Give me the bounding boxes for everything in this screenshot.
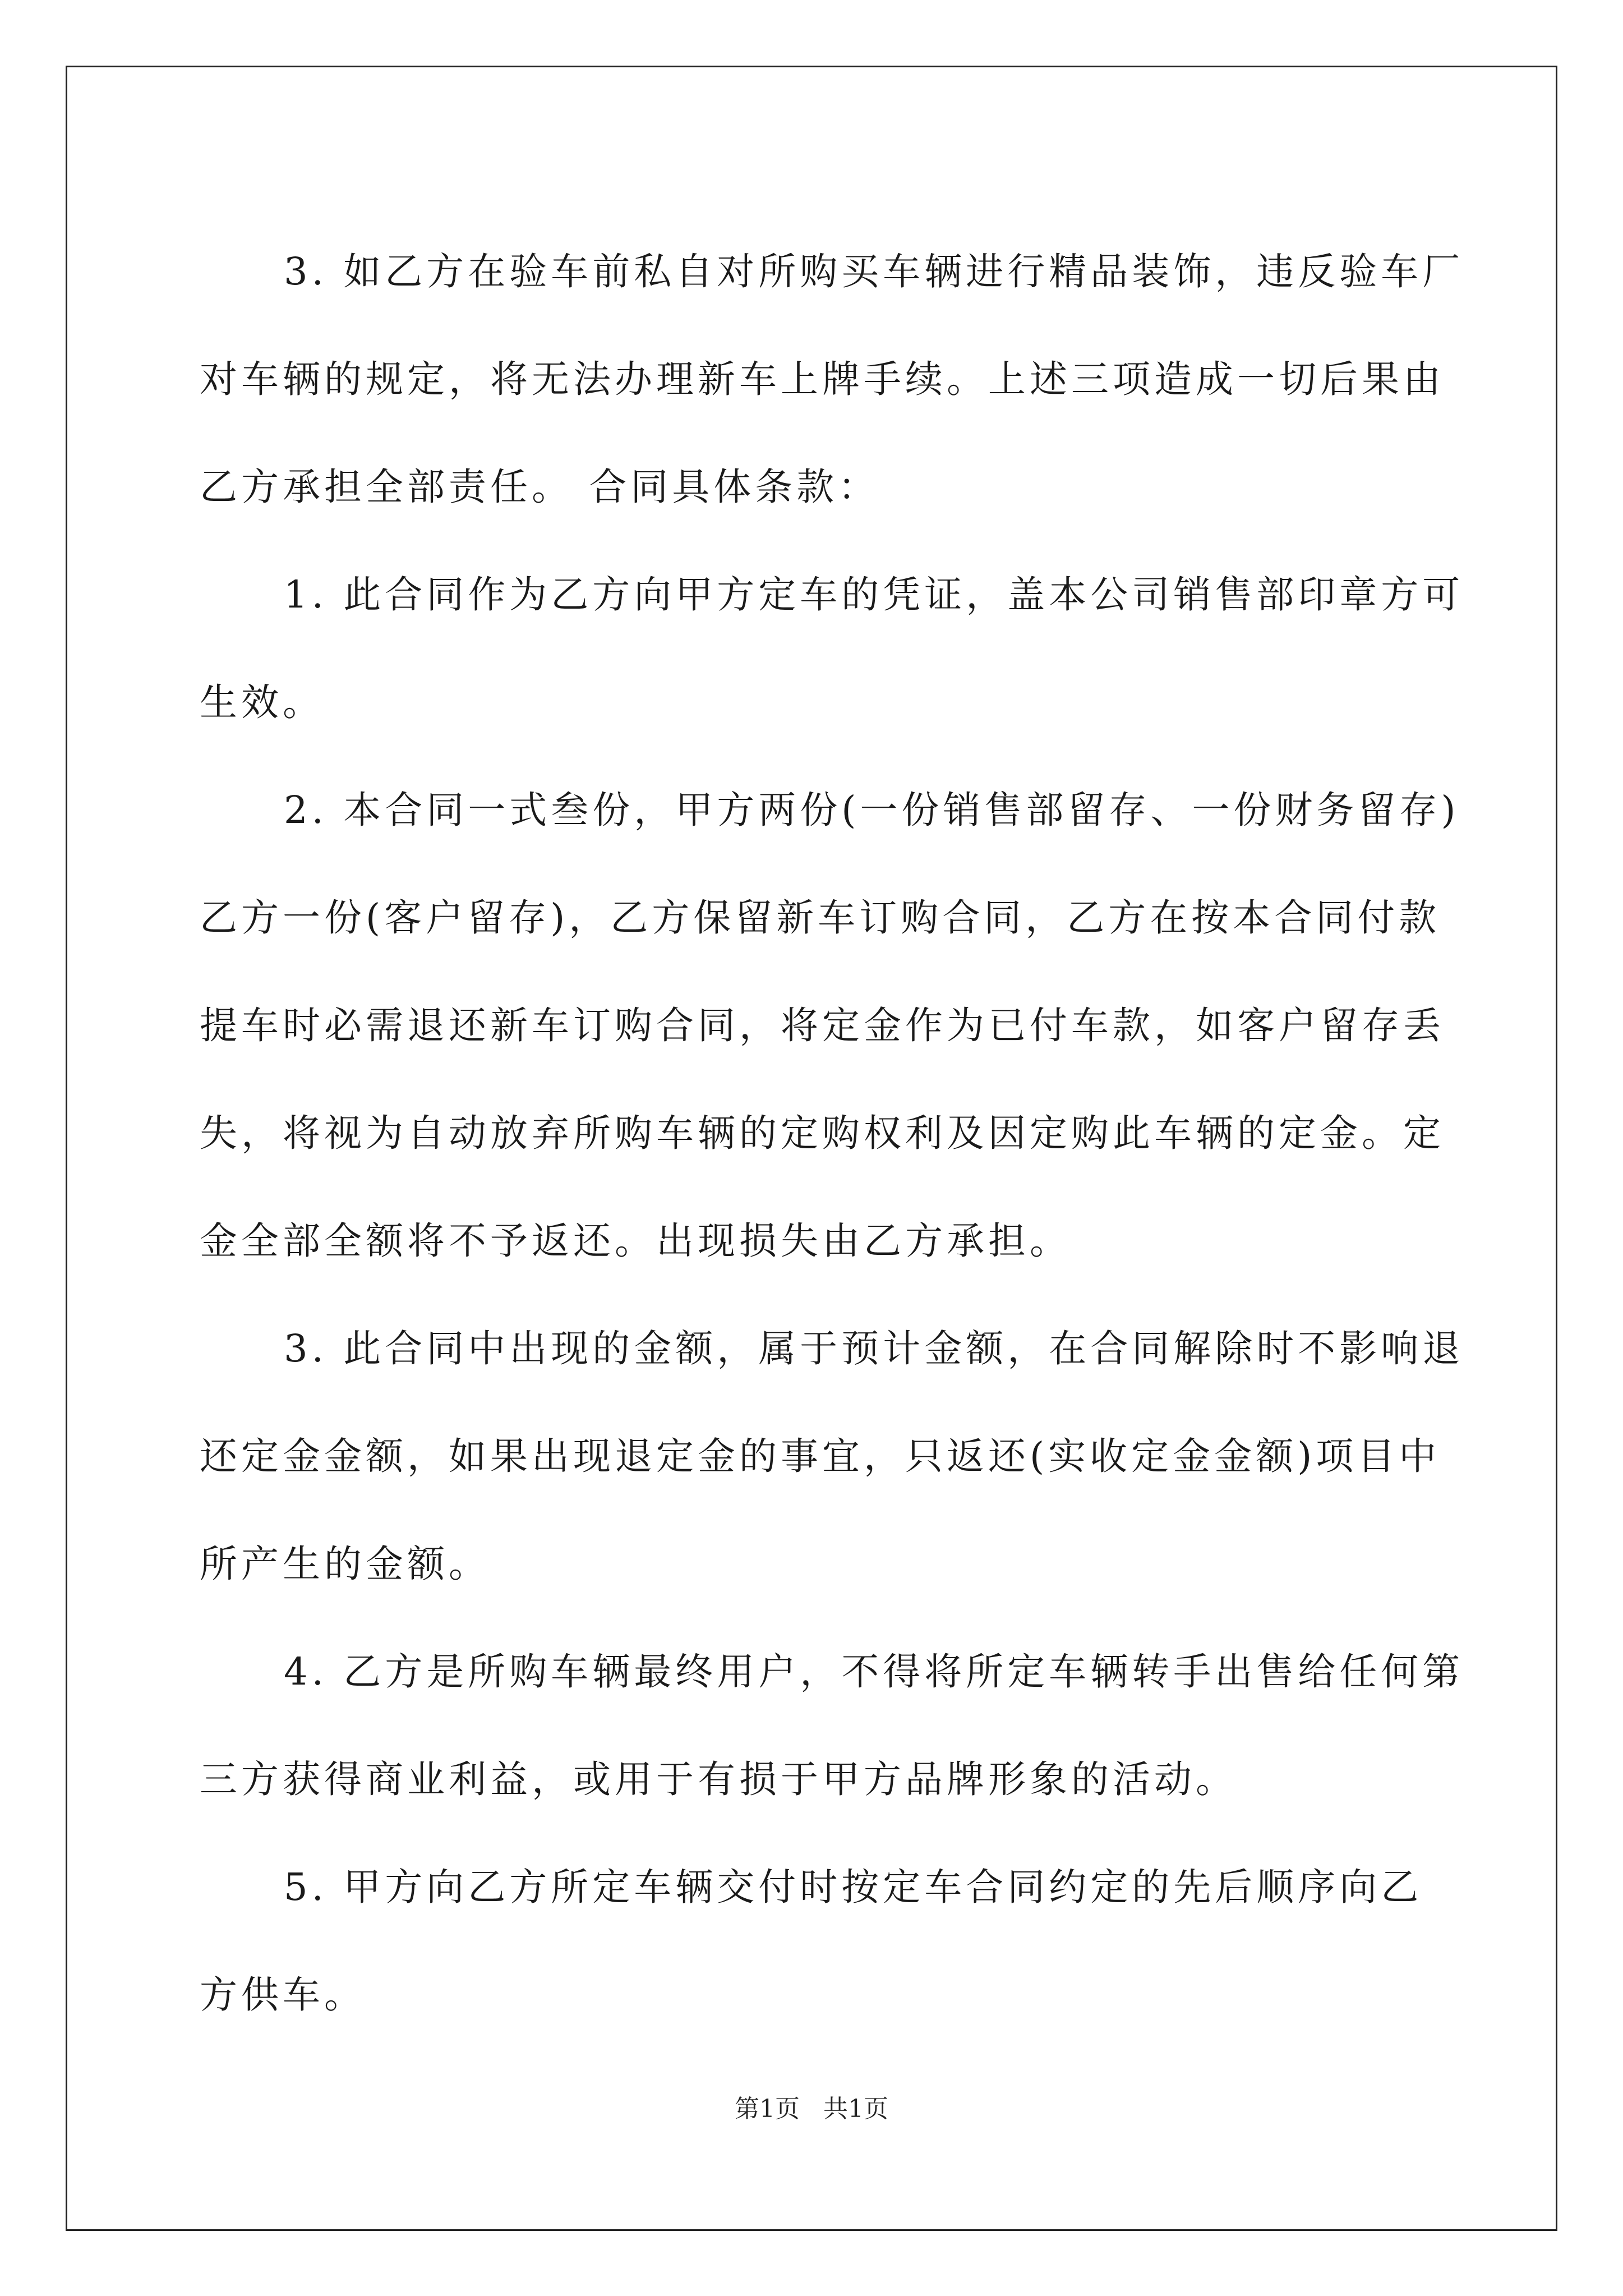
text-line: 1. 此合同作为乙方向甲方定车的凭证，盖本公司销售部印章方可: [284, 573, 1464, 616]
text-line: 方供车。: [200, 1973, 366, 2017]
text-line: 还定金金额，如果出现退定金的事宜，只返还(实收定金金额)项目中: [200, 1434, 1441, 1478]
page-number: 第1页: [735, 2095, 800, 2123]
text-line: 4. 乙方是所购车辆最终用户，不得将所定车辆转手出售给任何第: [284, 1650, 1464, 1694]
paragraph-clause-5: [200, 1833, 1428, 2049]
text-line: 失，将视为自动放弃所购车辆的定购权利及因定购此车辆的定金。定: [200, 1111, 1445, 1155]
paragraph-clause-3-amount: [200, 1295, 1464, 1618]
text-line: 对车辆的规定，将无法办理新车上牌手续。上述三项造成一切后果由: [200, 357, 1445, 401]
text-line: 金全部全额将不予返还。出现损失由乙方承担。: [200, 1219, 1071, 1263]
text-line: 2. 本合同一式叁份，甲方两份(一份销售部留存、一份财务留存): [284, 788, 1460, 832]
text-line: 乙方承担全部责任。 合同具体条款：: [200, 465, 880, 509]
text-line: 乙方一份(客户留存)，乙方保留新车订购合同，乙方在按本合同付款: [200, 896, 1441, 940]
text-line: 3. 此合同中出现的金额，属于预计金额，在合同解除时不影响退: [284, 1327, 1464, 1370]
text-line: 5. 甲方向乙方所定车辆交付时按定车合同约定的先后顺序向乙: [284, 1865, 1423, 1909]
paragraph-clause-4: [200, 1618, 1464, 1833]
text-line: 提车时必需退还新车订购合同，将定金作为已付车款，如客户留存丢: [200, 1004, 1445, 1047]
page-footer: [0, 2092, 1623, 2126]
text-line: 三方获得商业利益，或用于有损于甲方品牌形象的活动。: [200, 1757, 1237, 1801]
text-line: 所产生的金额。: [200, 1542, 490, 1586]
page-total: 共1页: [823, 2095, 888, 2123]
paragraph-clause-3-inspection: [200, 218, 1464, 541]
paragraph-clause-1: [200, 541, 1464, 756]
text-line: 3. 如乙方在验车前私自对所购买车辆进行精品装饰，违反验车厂: [284, 250, 1464, 293]
document-body: [200, 218, 1464, 2049]
text-line: 生效。: [200, 680, 324, 724]
paragraph-clause-2: [200, 756, 1460, 1295]
